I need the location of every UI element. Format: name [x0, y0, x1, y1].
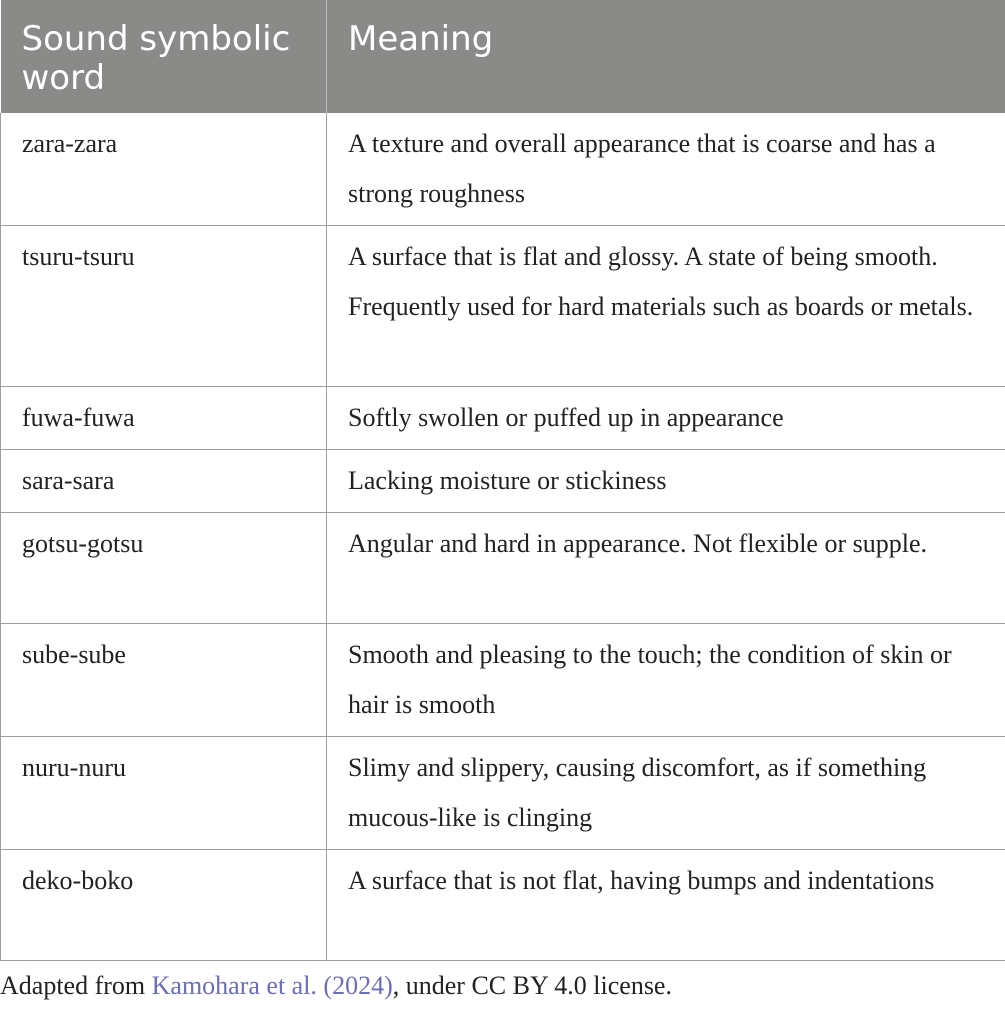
table-footnote [0, 962, 672, 1010]
cell-meaning: Lacking moisture or stickiness [327, 450, 1005, 513]
table-row [1, 513, 1005, 624]
cell-word: zara-zara [1, 113, 327, 226]
cell-word: sara-sara [1, 450, 327, 513]
table-row [1, 624, 1005, 737]
cell-meaning: Angular and hard in appearance. Not flexible or supple. [327, 513, 1005, 624]
cell-meaning: Softly swollen or puffed up in appearance [327, 387, 1005, 450]
cell-meaning: A texture and overall appearance that is coarse and has a strong roughness [327, 113, 1005, 226]
cell-word: deko-boko [1, 850, 327, 961]
cell-word: nuru-nuru [1, 737, 327, 850]
footnote-prefix: Adapted from [0, 971, 152, 1000]
table-row [1, 387, 1005, 450]
header-meaning: Meaning [327, 0, 1005, 113]
citation-link[interactable]: Kamohara et al. (2024) [152, 971, 393, 1000]
table-header-row [1, 0, 1005, 113]
cell-word: tsuru-tsuru [1, 226, 327, 387]
cell-meaning: Slimy and slippery, causing discomfort, as if something mucous-like is clinging [327, 737, 1005, 850]
table-row [1, 850, 1005, 961]
table-row [1, 226, 1005, 387]
header-sound-symbolic-word: Sound symbolic word [1, 0, 327, 113]
cell-word: gotsu-gotsu [1, 513, 327, 624]
cell-word: sube-sube [1, 624, 327, 737]
cell-meaning: A surface that is flat and glossy. A state of being smooth. Frequently used for hard materials such as boards or metals. [327, 226, 1005, 387]
cell-meaning: A surface that is not flat, having bumps and indentations [327, 850, 1005, 961]
footnote-suffix: , under CC BY 4.0 license. [393, 971, 672, 1000]
cell-word: fuwa-fuwa [1, 387, 327, 450]
table-row [1, 450, 1005, 513]
table-row [1, 737, 1005, 850]
cell-meaning: Smooth and pleasing to the touch; the condition of skin or hair is smooth [327, 624, 1005, 737]
table-row [1, 113, 1005, 226]
